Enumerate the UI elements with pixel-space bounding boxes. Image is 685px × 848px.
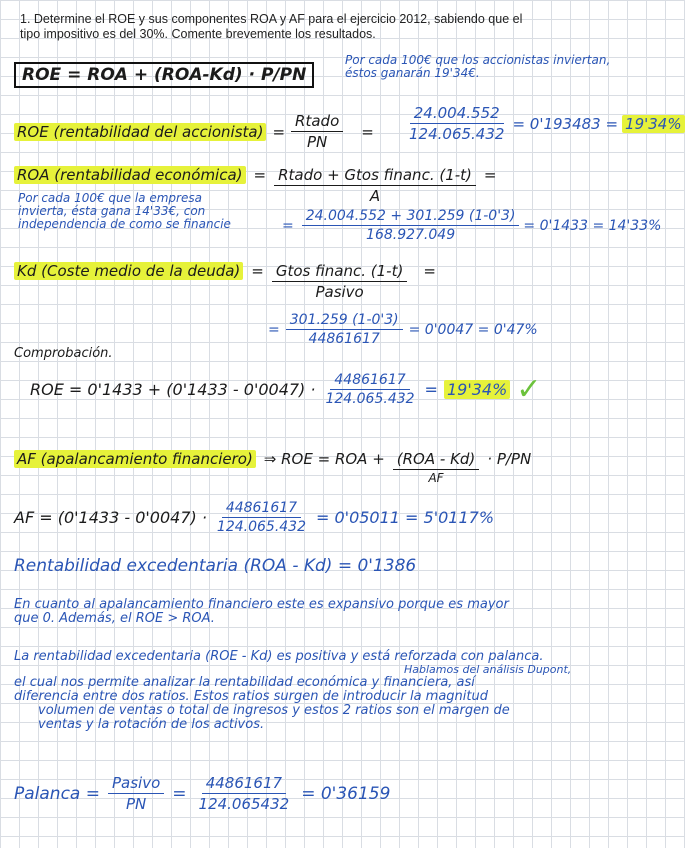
roe-formula-box: ROE = ROA + (ROA-Kd) · P/PN <box>14 62 314 88</box>
comprobacion-fraction <box>321 372 418 407</box>
roa-frac-num: Rtado + Gtos financ. (1-t) <box>274 166 476 186</box>
checkmark-icon: ✓ <box>516 372 542 407</box>
comprobacion-calc <box>30 372 541 407</box>
roa-note-line-3: independencia de como se financie <box>18 217 231 231</box>
roa-note-line-2: invierta, ésta gana 14'33€, con <box>18 204 206 218</box>
kd-calc: = $\frac{301.259 (1-0'3)}{44861617}$ = 0'0047 = 0'47% <box>268 312 538 347</box>
roa-note <box>18 192 231 231</box>
paragraph-2-line-2: el cual nos permite analizar la rentabilidad económica y financiera, así <box>14 675 475 690</box>
kd-calc-num: 301.259 (1-0'3) <box>286 312 403 330</box>
kd-fraction <box>272 262 408 301</box>
roe-frac-num: Rtado <box>291 112 343 132</box>
comprobacion-den: 124.065.432 <box>325 391 415 407</box>
roa-frac-den: A <box>369 187 381 205</box>
palanca-calc-num: 44861617 <box>202 774 286 794</box>
rentabilidad-excedentaria: Rentabilidad excedentaria (ROA - Kd) = 0'1386 <box>14 556 417 576</box>
af-calc-num: 44861617 <box>222 500 301 518</box>
af-label: AF (apalancamiento financiero) <box>14 450 256 468</box>
comprobacion-eq: = <box>424 380 438 399</box>
af-calc <box>14 500 494 535</box>
note-accionistas <box>345 54 610 80</box>
statement-line-1: 1. Determine el ROE y sus componentes ROA y AF para el ejercicio 2012, sabiendo que el <box>20 12 523 26</box>
note-accionistas-line-1: Por cada 100€ que los accionistas inviertan, <box>345 53 611 67</box>
roa-note-line-1: Por cada 100€ que la empresa <box>18 191 202 205</box>
roe-result: = 0'193483 = <box>512 114 619 133</box>
paragraph-2-line-3: diferencia entre dos ratios. Estos ratios surgen de introducir la magnitud <box>14 689 488 704</box>
roe-calc <box>405 104 685 143</box>
roa-calc-fraction <box>302 208 520 243</box>
paragraph-dupont <box>14 650 571 732</box>
palanca-calc-den: 124.065432 <box>198 795 290 813</box>
palanca-label: Palanca = <box>14 783 100 804</box>
kd-result: = 0'0047 = 0'47% <box>408 321 538 338</box>
comprobacion-label: Comprobación. <box>14 346 113 361</box>
palanca-frac-den: PN <box>126 795 147 813</box>
af-calc-fraction <box>213 500 310 535</box>
roe-fraction <box>291 112 343 151</box>
af-underlined: (ROA - Kd) <box>393 450 480 470</box>
palanca-frac-num: Pasivo <box>108 774 164 794</box>
comprobacion-result: 19'34% <box>444 380 510 399</box>
kd-definition <box>14 262 436 301</box>
roe-result-highlight: 19'34% <box>622 115 685 133</box>
af-tail: · P/PN <box>487 450 532 468</box>
palanca-eq: = <box>172 783 187 804</box>
palanca-calc-fraction <box>195 774 294 813</box>
paragraph-1-line-1: En cuanto al apalancamiento financiero este es expansivo porque es mayor <box>14 597 509 612</box>
roe-label: ROE (rentabilidad del accionista) <box>14 123 266 141</box>
roa-result: = 0'1433 = 14'33% <box>523 217 662 234</box>
palanca-result: = 0'36159 <box>301 783 391 804</box>
comprobacion-lhs: ROE = 0'1433 + (0'1433 - 0'0047) · <box>30 380 316 399</box>
af-calc-den: 124.065.432 <box>216 519 306 535</box>
paragraph-apalancamiento <box>14 598 509 626</box>
kd-label: Kd (Coste medio de la deuda) <box>14 262 243 280</box>
roa-calc-num: 24.004.552 + 301.259 (1-0'3) <box>302 208 520 226</box>
kd-calc-den: 44861617 <box>308 331 380 347</box>
roa-eq-2: = <box>483 166 497 184</box>
kd-eq: = <box>251 262 264 280</box>
roe-calc-num: 24.004.552 <box>410 104 504 124</box>
roe-definition <box>14 112 386 151</box>
statement <box>20 12 522 42</box>
af-underlined-term <box>393 450 480 485</box>
note-accionistas-line-2: éstos ganarán 19'34€. <box>345 66 480 80</box>
statement-line-2: tipo impositivo es del 30%. Comente brevemente los resultados. <box>20 27 376 41</box>
comprobacion-num: 44861617 <box>330 372 409 390</box>
af-definition <box>14 450 531 485</box>
palanca-fraction <box>108 774 164 813</box>
paragraph-2-line-1b: Hablamos del análisis Dupont, <box>404 663 572 676</box>
af-arrow: ⇒ ROE = ROA + <box>263 450 385 468</box>
kd-calc-fraction <box>286 312 403 347</box>
kd-eq-2: = <box>423 262 436 280</box>
af-calc-lhs: AF = (0'1433 - 0'0047) · <box>14 508 207 527</box>
paragraph-2-line-5: ventas y la rotación de los activos. <box>38 717 265 732</box>
paragraph-1-line-2: que 0. Además, el ROE > ROA. <box>14 611 215 626</box>
roa-label: ROA (rentabilidad económica) <box>14 166 246 184</box>
roa-eq: = <box>253 166 267 184</box>
roe-calc-den: 124.065.432 <box>409 125 505 143</box>
roe-frac-den: PN <box>307 133 328 151</box>
paragraph-2-line-1: La rentabilidad excedentaria (ROE - Kd) es positiva y está reforzada con palanca. <box>14 649 544 664</box>
kd-frac-num: Gtos financ. (1-t) <box>272 262 408 282</box>
paragraph-2-line-4: volumen de ventas o total de ingresos y estos 2 ratios son el margen de <box>38 703 510 718</box>
roa-fraction <box>274 166 476 205</box>
kd-frac-den: Pasivo <box>315 283 364 301</box>
roe-eq-2: = <box>361 122 374 141</box>
palanca <box>14 774 390 813</box>
af-calc-result: = 0'05011 = 5'0117% <box>316 508 495 527</box>
roe-calc-fraction <box>405 104 508 143</box>
roa-calc-den: 168.927.049 <box>366 227 456 243</box>
roe-eq: = <box>272 122 286 141</box>
roa-calc: = $\frac{24.004.552 + 301.259 (1-0'3)}{168.927.049}$ = 0'1433 = 14'33% <box>282 208 662 243</box>
af-under-label: AF <box>428 471 444 485</box>
